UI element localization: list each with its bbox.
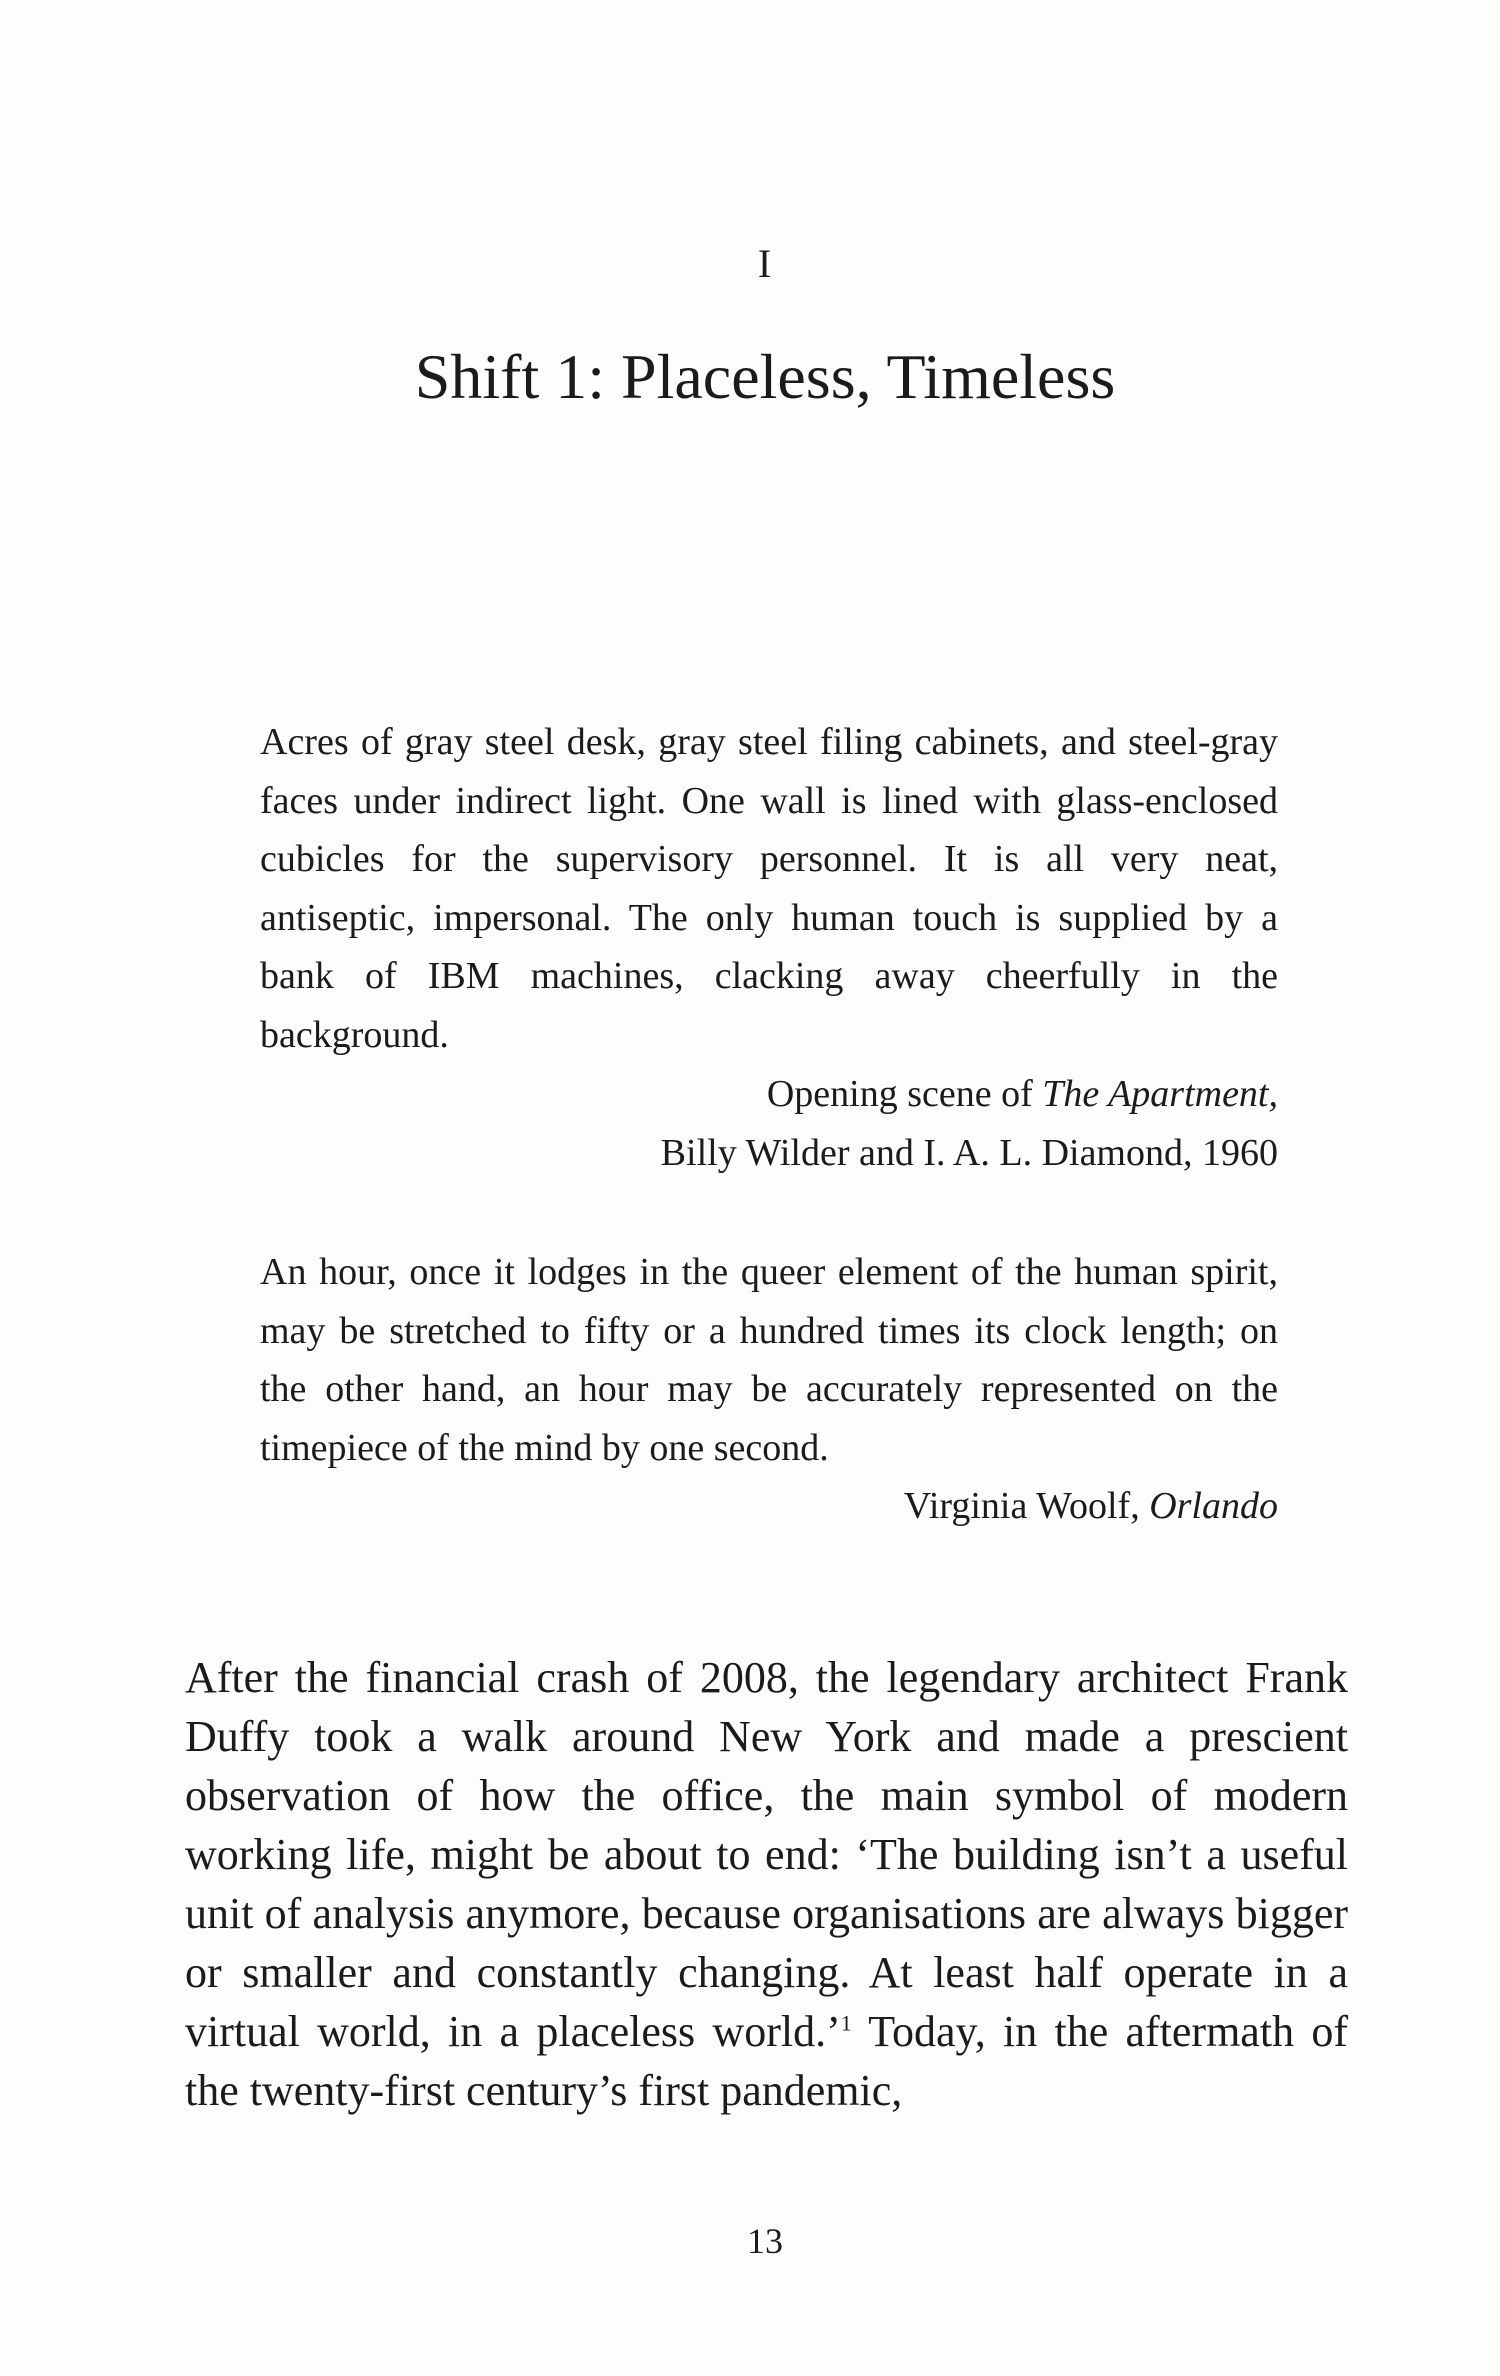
attribution-prefix: Virginia Woolf, bbox=[903, 1485, 1150, 1527]
chapter-number: I bbox=[757, 241, 773, 286]
attribution-authors: Billy Wilder and I. A. L. Diamond, 1960 bbox=[660, 1131, 1278, 1174]
chapter-title: Shift 1: Placeless, Timeless bbox=[414, 341, 1116, 412]
epigraph-attribution-1 bbox=[260, 1065, 1278, 1182]
epigraph-quote-1: Acres of gray steel desk, gray steel filing cabinets, and steel-gray faces under indirect light. One wall is lined with glass-enclosed cubicles for the supervisory personnel. It is all very neat, antiseptic, impersonal. The only human touch is supplied by a bank of IBM machines, clacking away cheerfully in the background. bbox=[260, 721, 1278, 1056]
epigraph-quote-2: An hour, once it lodges in the queer element of the human spirit, may be stretched to fifty or a hundred times its clock length; on the other hand, an hour may be accurately represented on the timepiece of the mind by one second. bbox=[260, 1251, 1278, 1469]
attribution-line bbox=[260, 1065, 1278, 1124]
epigraph-attribution-2 bbox=[260, 1477, 1278, 1536]
attribution-line bbox=[260, 1477, 1278, 1536]
body-text-part-2: Today, in the aftermath of the twenty-first century’s first pandemic, bbox=[185, 2007, 1348, 2115]
body-text-part-1: After the financial crash of 2008, the legendary architect Frank Duffy took a walk around New York and made a prescient observation of how the office, the main symbol of modern working life, might be about to end: ‘The building isn’t a useful unit of analysis anymore, because organisations are always bigger or smaller and constantly changing. At least half operate in a virtual world, in a placeless world.’ bbox=[185, 1653, 1348, 2056]
footnote-marker[interactable]: 1 bbox=[840, 2010, 852, 2036]
attribution-prefix: Opening scene of bbox=[766, 1073, 1043, 1115]
body-paragraph bbox=[185, 1648, 1348, 2120]
page-number: 13 bbox=[747, 2221, 783, 2261]
attribution-work-title: Orlando bbox=[1149, 1485, 1278, 1527]
attribution-work-title: The Apartment, bbox=[1042, 1073, 1278, 1115]
